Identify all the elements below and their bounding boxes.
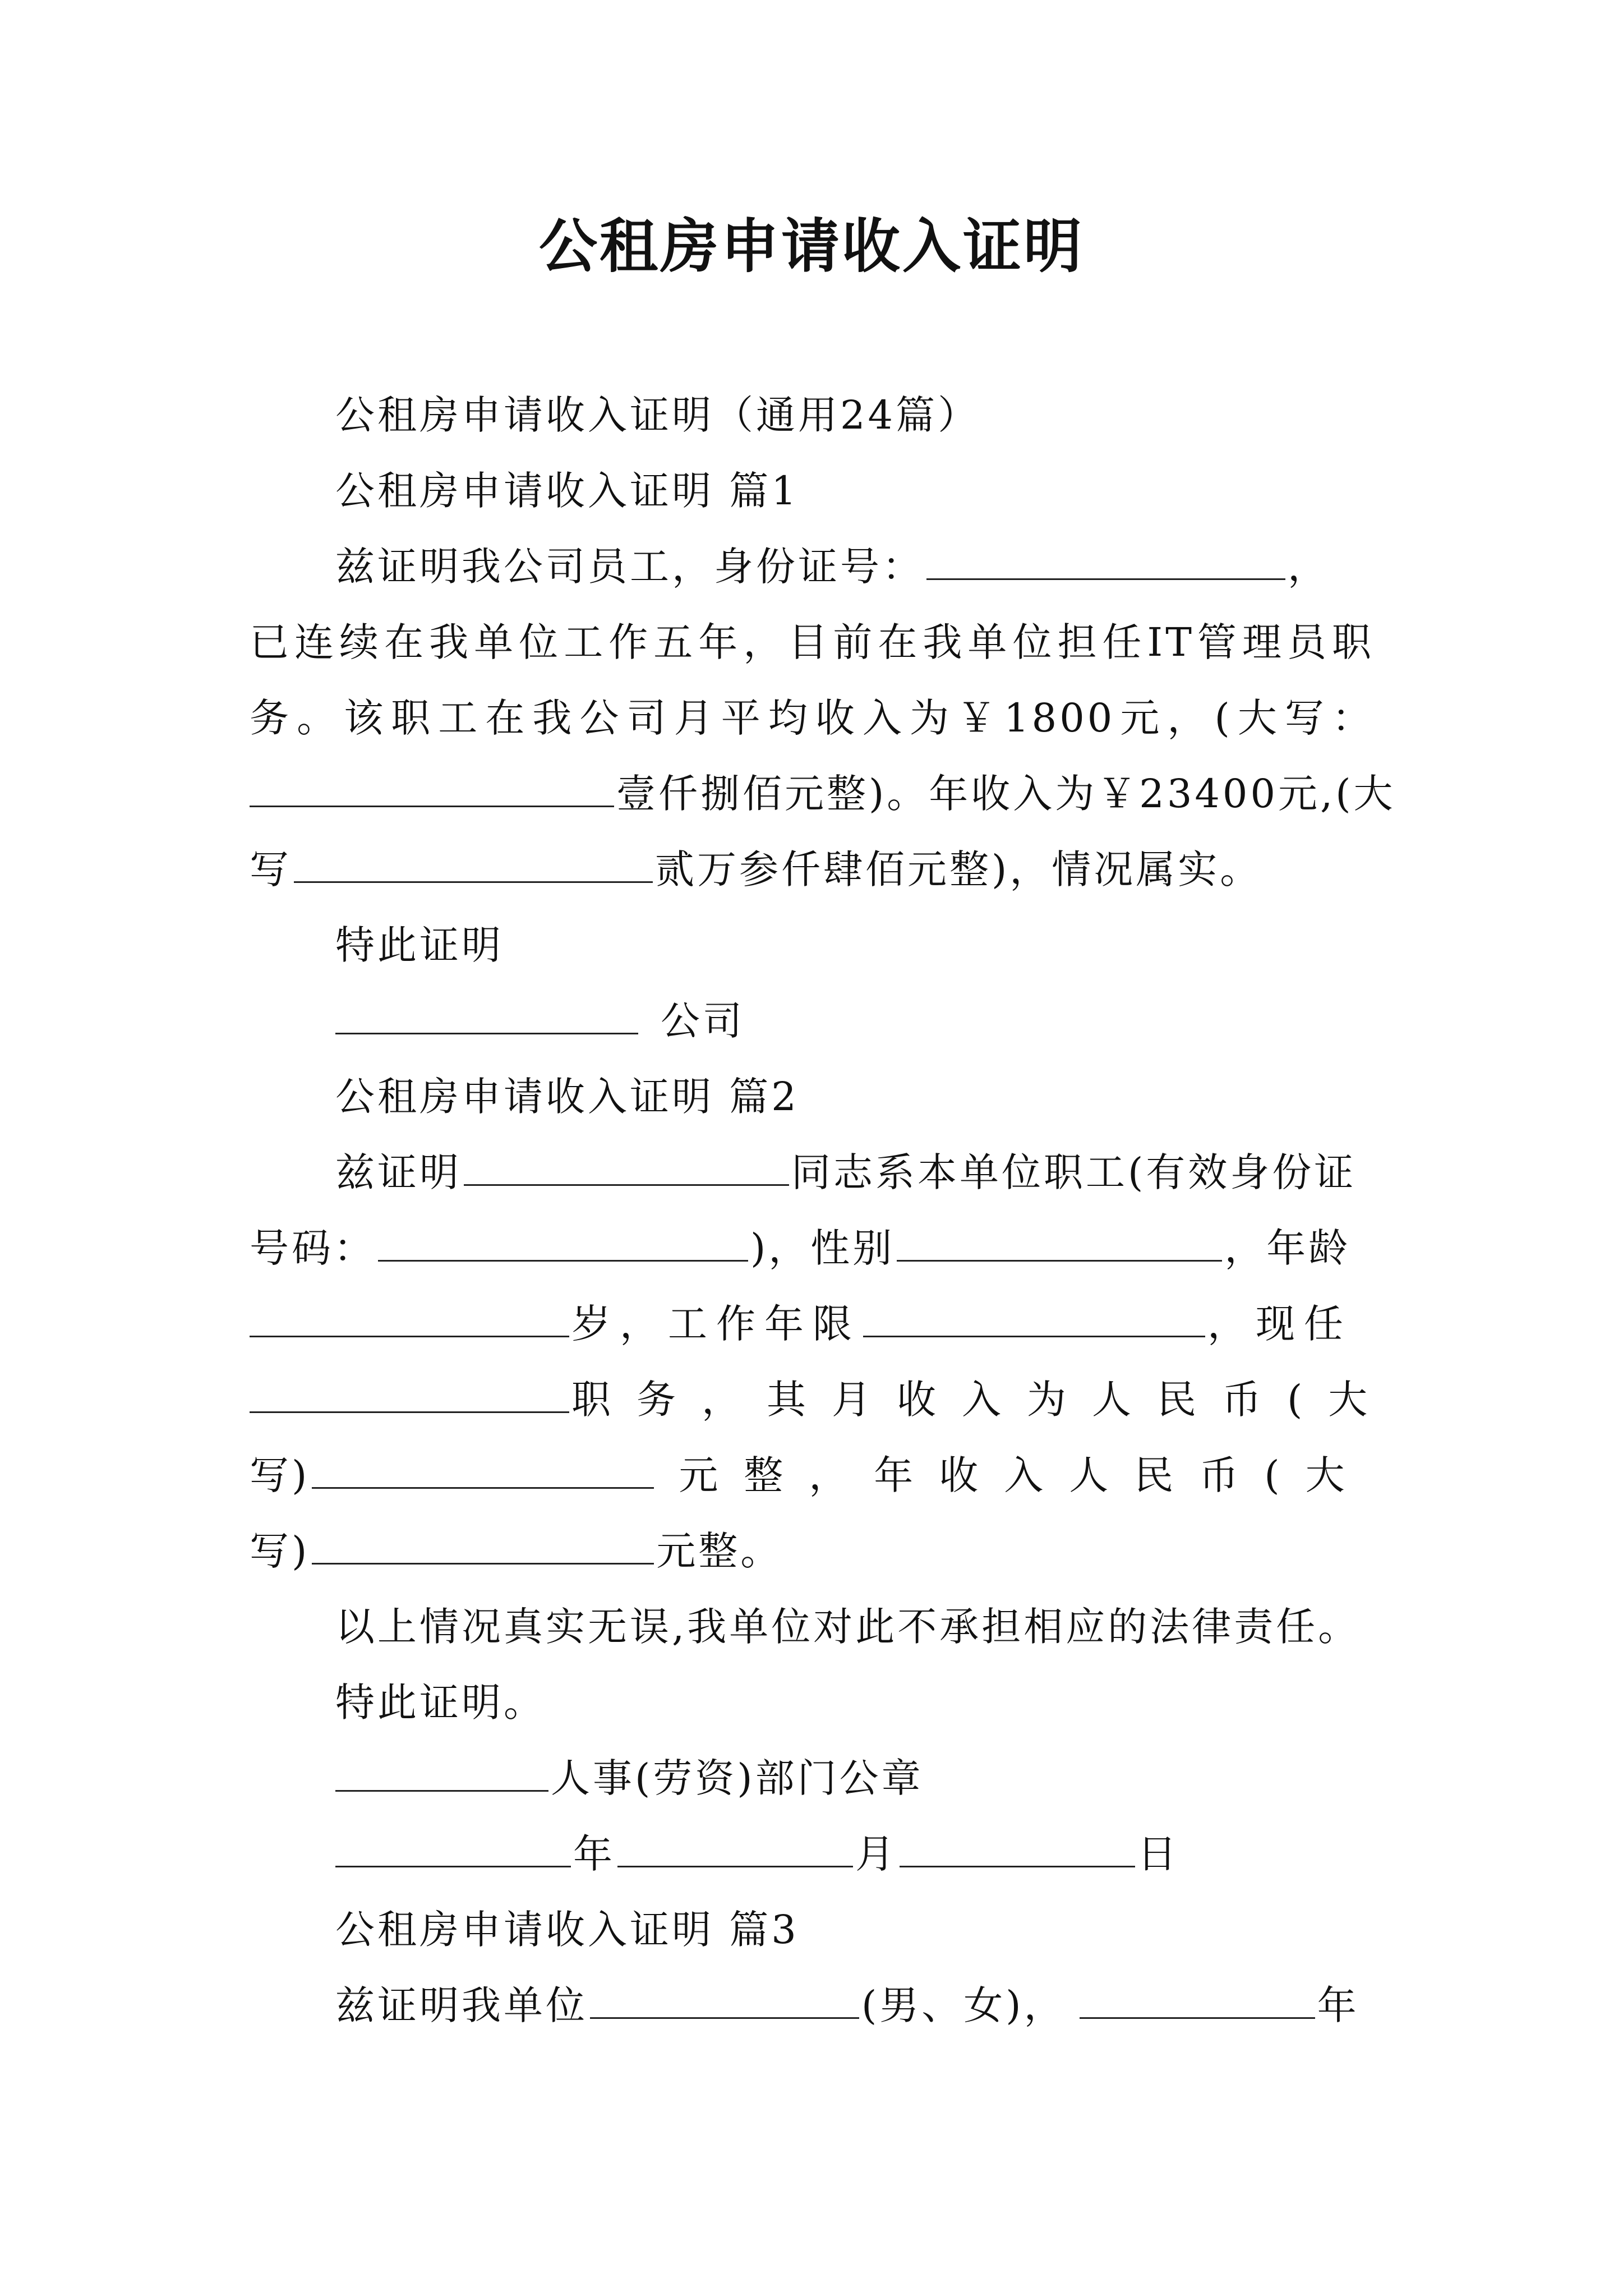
- p1-text: 贰万参仟肆佰元整)，情况属实。: [655, 846, 1262, 892]
- annual-amount-blank: [294, 846, 653, 883]
- p2-line-6: [250, 1523, 1374, 1579]
- id-number-blank: [926, 544, 1285, 580]
- p3-text: (男、女)，: [861, 1982, 1066, 2028]
- year-blank: [1080, 1982, 1315, 2019]
- subtitle: 公租房申请收入证明（通用24篇）: [335, 392, 980, 438]
- seal-blank: [335, 1755, 548, 1792]
- p1-line-4: [250, 766, 1396, 822]
- p2-date-line: [335, 1826, 1179, 1882]
- p1-line-5: [250, 841, 1374, 898]
- company-name-blank: [335, 998, 638, 1034]
- date-day: 日: [1137, 1831, 1179, 1877]
- p1-text: 写: [250, 846, 292, 892]
- work-years-blank: [863, 1301, 1205, 1337]
- p1-line-3: 务。该职工在我公司月平均收入为￥1800元，(大写：: [250, 695, 1374, 741]
- p1-line-1: [335, 539, 1330, 595]
- p2-line-2: [250, 1220, 1374, 1276]
- p3-line-1: [335, 1977, 1359, 2033]
- day-blank: [900, 1831, 1135, 1867]
- p2-seal: 人事(劳资)部门公章: [551, 1755, 924, 1801]
- section-heading-3: 公租房申请收入证明 篇3: [335, 1907, 799, 1953]
- p1-text: 兹证明我公司员工，身份证号：: [335, 544, 924, 590]
- p1-text: ，: [1288, 544, 1330, 590]
- monthly-amount-blank: [250, 771, 614, 807]
- p2-text: ，年龄: [1224, 1225, 1351, 1271]
- name-blank: [464, 1149, 789, 1186]
- p2-text: 元整。: [656, 1528, 783, 1574]
- gender-blank: [897, 1225, 1222, 1262]
- section-heading-2: 公租房申请收入证明 篇2: [335, 1074, 799, 1120]
- p2-line-5: [250, 1447, 1374, 1503]
- p2-line-7: 以上情况真实无误,我单位对此不承担相应的法律责任。: [335, 1604, 1361, 1650]
- year-blank: [335, 1831, 571, 1867]
- p2-text: )，性别: [750, 1225, 895, 1271]
- p2-text: 职务，其月收入为人民币(大: [571, 1377, 1394, 1423]
- section-heading-1: 公租房申请收入证明 篇1: [335, 468, 799, 514]
- p2-line-1: [335, 1144, 1356, 1200]
- p2-text: 写): [250, 1452, 310, 1498]
- employee-blank: [590, 1982, 859, 2019]
- p1-company-line: [335, 993, 745, 1049]
- p1-line-2: 已连续在我单位工作五年，目前在我单位担任IT管理员职: [250, 619, 1374, 665]
- document-title: 公租房申请收入证明: [538, 211, 1084, 280]
- monthly-income-blank: [312, 1452, 654, 1489]
- p2-text: 岁，工作年限: [571, 1301, 861, 1347]
- p3-text: 年: [1317, 1982, 1359, 2028]
- p2-text: 同志系本单位职工(有效身份证: [791, 1149, 1357, 1195]
- p2-line-3: [250, 1296, 1374, 1352]
- date-year: 年: [573, 1831, 615, 1877]
- p1-company: 公司: [661, 998, 745, 1044]
- p2-line-4: [250, 1372, 1394, 1428]
- p2-text: 写): [250, 1528, 310, 1574]
- p2-text: ，现任: [1207, 1301, 1352, 1347]
- p2-text: 号码：: [250, 1225, 376, 1271]
- p1-text: 壹仟捌佰元整)。年收入为￥23400元,(大: [616, 771, 1396, 817]
- p2-seal-line: [335, 1750, 924, 1806]
- p2-certify: 特此证明。: [335, 1680, 546, 1726]
- p2-text: 兹证明: [335, 1149, 462, 1195]
- position-blank: [250, 1377, 569, 1413]
- p2-text: 元整，年收入人民币(大: [679, 1452, 1371, 1498]
- date-month: 月: [855, 1831, 897, 1877]
- p1-certify: 特此证明: [335, 922, 504, 968]
- p3-text: 兹证明我单位: [335, 1982, 588, 2028]
- month-blank: [617, 1831, 853, 1867]
- annual-income-blank: [312, 1528, 654, 1565]
- id-number-blank: [378, 1225, 748, 1262]
- age-blank: [250, 1301, 569, 1337]
